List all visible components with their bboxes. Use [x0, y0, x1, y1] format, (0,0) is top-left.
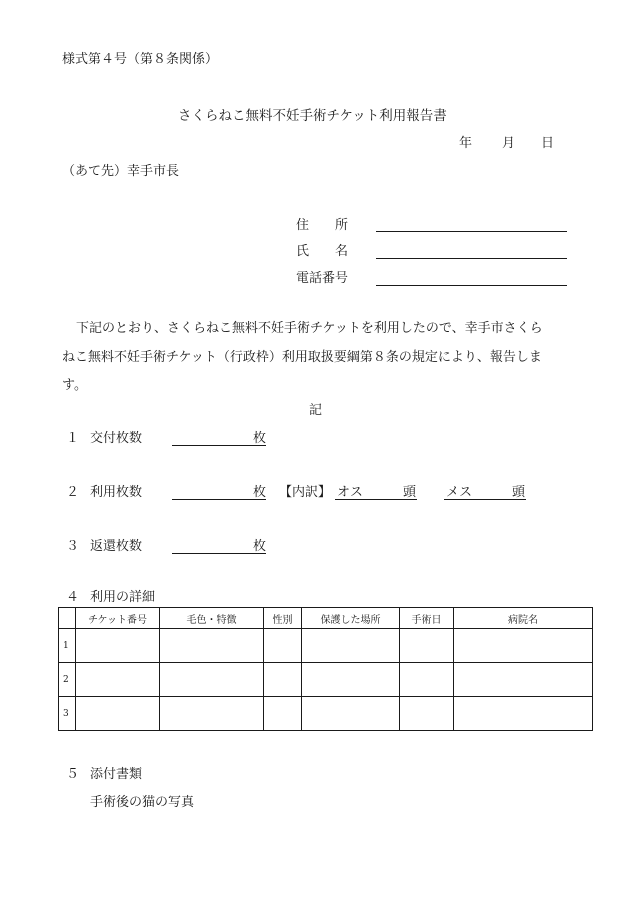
form-number: 様式第４号（第８条関係）: [62, 52, 219, 67]
issued-count-unit: 枚: [253, 431, 267, 446]
table-header-index: [59, 608, 76, 629]
breakdown-label: 【内訳】: [279, 485, 332, 500]
sex-cell[interactable]: [264, 697, 302, 731]
name-label: 氏 名: [296, 244, 349, 259]
used-count-unit: 枚: [253, 485, 267, 500]
issued-count-field[interactable]: [172, 445, 266, 446]
surgery-date-cell[interactable]: [400, 697, 454, 731]
table-row: [59, 697, 593, 731]
table-row: [59, 629, 593, 663]
sex-cell[interactable]: [264, 663, 302, 697]
item-1-number: １: [66, 431, 80, 446]
coat-features-cell[interactable]: [160, 663, 264, 697]
phone-label: 電話番号: [296, 271, 349, 286]
address-field[interactable]: [376, 231, 567, 232]
sex-cell[interactable]: [264, 629, 302, 663]
male-label: オス: [337, 485, 363, 500]
item-4-number: ４: [66, 590, 80, 605]
used-count-label: 利用枚数: [90, 485, 143, 500]
item-3-number: ３: [66, 539, 80, 554]
table-header-coat-features: 毛色・特徴: [160, 608, 264, 629]
phone-field[interactable]: [376, 285, 567, 286]
item-2-number: ２: [66, 485, 80, 500]
table-row: [59, 663, 593, 697]
ticket-number-cell[interactable]: [76, 629, 160, 663]
returned-count-unit: 枚: [253, 539, 267, 554]
ticket-number-cell[interactable]: [76, 663, 160, 697]
female-head-unit: 頭: [512, 485, 526, 500]
name-field[interactable]: [376, 258, 567, 259]
table-header-capture-location: 保護した場所: [302, 608, 400, 629]
attachments-label: 添付書類: [90, 767, 143, 782]
date-year-label: 年: [459, 136, 473, 151]
capture-location-cell[interactable]: [302, 629, 400, 663]
male-head-unit: 頭: [403, 485, 417, 500]
hospital-cell[interactable]: [454, 663, 593, 697]
surgery-date-cell[interactable]: [400, 629, 454, 663]
address-label: 住 所: [296, 218, 349, 233]
coat-features-cell[interactable]: [160, 697, 264, 731]
issued-count-label: 交付枚数: [90, 431, 143, 446]
date-month-label: 月: [502, 136, 516, 151]
returned-count-label: 返還枚数: [90, 539, 143, 554]
table-header-surgery-date: 手術日: [400, 608, 454, 629]
row-index: 3: [59, 697, 76, 731]
coat-features-cell[interactable]: [160, 629, 264, 663]
intro-line-3: す。: [62, 378, 87, 393]
surgery-date-cell[interactable]: [400, 663, 454, 697]
attachments-content: 手術後の猫の写真: [90, 795, 195, 810]
item-5-number: ５: [66, 767, 80, 782]
capture-location-cell[interactable]: [302, 663, 400, 697]
capture-location-cell[interactable]: [302, 697, 400, 731]
table-header-sex: 性別: [264, 608, 302, 629]
used-count-field[interactable]: [172, 499, 266, 500]
hospital-cell[interactable]: [454, 629, 593, 663]
hospital-cell[interactable]: [454, 697, 593, 731]
female-label: メス: [446, 485, 473, 500]
ki-heading: 記: [309, 403, 323, 418]
document-title: さくらねこ無料不妊手術チケット利用報告書: [178, 108, 447, 124]
table-header-row: [59, 608, 593, 629]
table-header-ticket-number: チケット番号: [76, 608, 160, 629]
date-day-label: 日: [541, 136, 555, 151]
details-table: [58, 607, 593, 731]
addressee: （あて先）幸手市長: [62, 164, 180, 179]
row-index: 2: [59, 663, 76, 697]
ticket-number-cell[interactable]: [76, 697, 160, 731]
details-label: 利用の詳細: [90, 590, 156, 605]
intro-line-2: ねこ無料不妊手術チケット（行政枠）利用取扱要綱第８条の規定により、報告しま: [62, 350, 542, 365]
returned-count-field[interactable]: [172, 553, 266, 554]
row-index: 1: [59, 629, 76, 663]
table-header-hospital: 病院名: [454, 608, 593, 629]
intro-line-1: 下記のとおり、さくらねこ無料不妊手術チケットを利用したので、幸手市さくら: [76, 321, 543, 336]
